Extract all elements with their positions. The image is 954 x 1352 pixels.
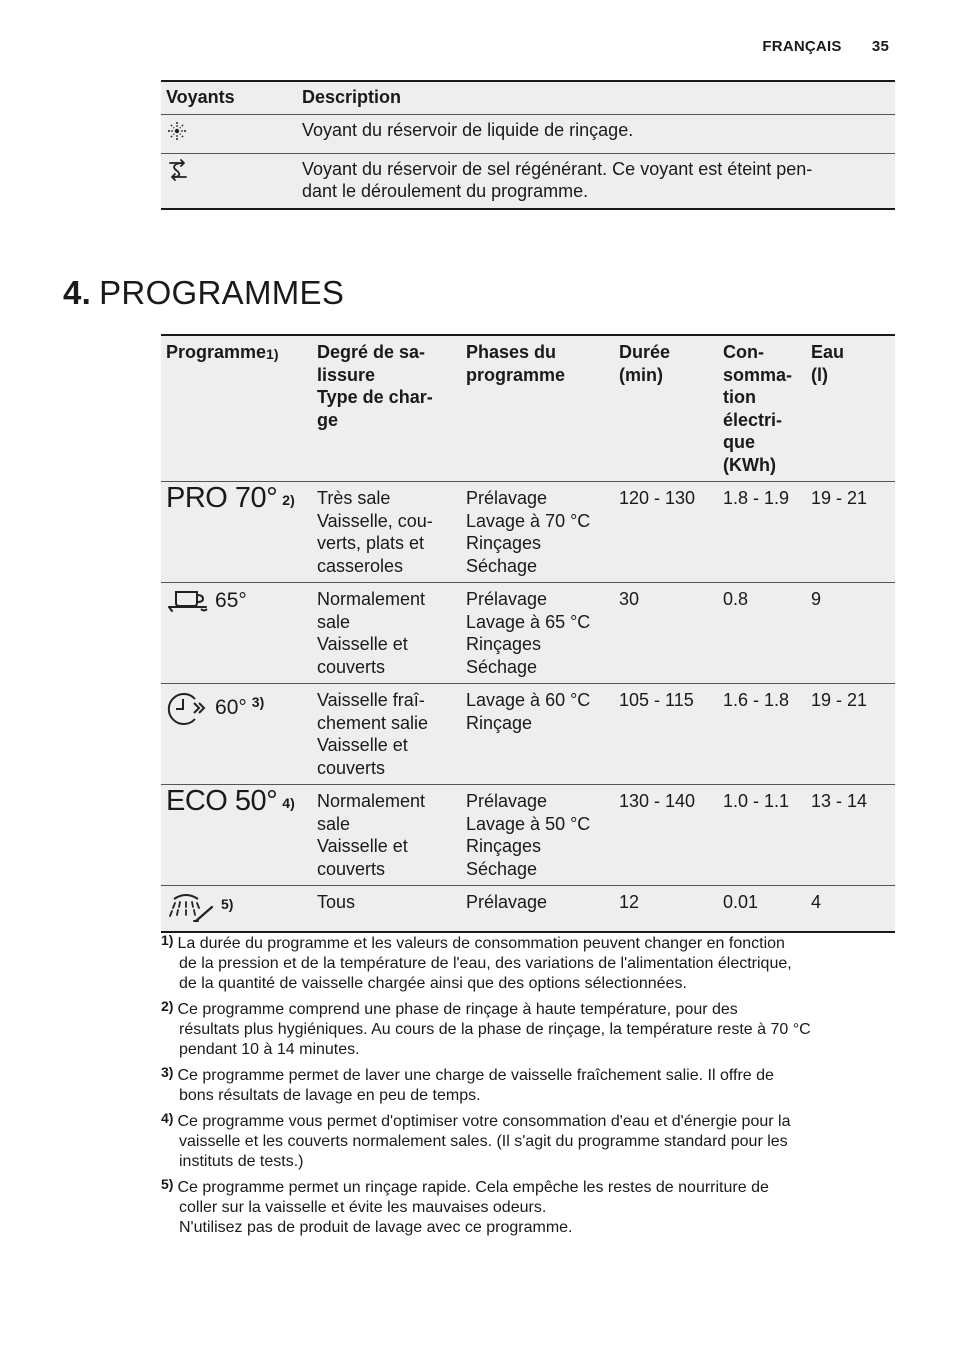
programme-name: 65°	[215, 588, 247, 612]
page-number: 35	[871, 38, 889, 55]
energy-cell: 1.0 - 1.1	[718, 785, 806, 886]
col-duration: Durée (min)	[614, 335, 718, 482]
quick-clock-icon	[166, 698, 215, 718]
programme-cell	[161, 583, 312, 684]
footnote-number: 1)	[161, 932, 174, 948]
footnote	[161, 1112, 901, 1172]
phases-cell: Prélavage	[461, 886, 614, 933]
water-cell: 19 - 21	[806, 684, 895, 785]
programme-name: ECO 50°	[166, 785, 278, 817]
glass-cup-icon	[166, 591, 215, 611]
indicators-header-row	[161, 81, 895, 115]
phases-cell: Prélavage Lavage à 50 °C Rinçages Séchage	[461, 785, 614, 886]
language-label: FRANÇAIS	[762, 38, 842, 55]
water-cell: 4	[806, 886, 895, 933]
energy-cell: 1.8 - 1.9	[718, 482, 806, 583]
indicators-col-description: Description	[297, 81, 895, 115]
col-programme-label: Programme	[166, 342, 267, 362]
degree-cell: Tous	[312, 886, 461, 933]
table-row	[161, 115, 895, 154]
table-row	[161, 482, 895, 583]
indicators-table	[161, 80, 895, 210]
footnote-text: Ce programme vous permet d'optimiser votre consommation d'eau et d'énergie pour la vaisselle et les couverts normalement sales. (Il s'agit du programme standard pour les instituts de tests.)	[177, 1113, 791, 1170]
energy-cell: 0.01	[718, 886, 806, 933]
footnote-ref: 3)	[251, 694, 265, 710]
duration-cell: 30	[614, 583, 718, 684]
phases-cell: Prélavage Lavage à 70 °C Rinçages Séchage	[461, 482, 614, 583]
footnote	[161, 1000, 901, 1060]
footnote-number: 2)	[161, 998, 174, 1014]
footnote-number: 3)	[161, 1064, 174, 1080]
indicator-description: Voyant du réservoir de liquide de rinçage.	[297, 115, 895, 154]
phases-cell: Prélavage Lavage à 65 °C Rinçages Séchage	[461, 583, 614, 684]
table-row	[161, 785, 895, 886]
indicators-col-voyants: Voyants	[161, 81, 297, 115]
duration-cell: 130 - 140	[614, 785, 718, 886]
footnote-number: 4)	[161, 1110, 174, 1126]
footnote	[161, 934, 901, 994]
table-row	[161, 154, 895, 210]
page-header	[762, 38, 889, 55]
footnote-ref: 4)	[282, 795, 295, 811]
programme-cell	[161, 684, 312, 785]
energy-cell: 0.8	[718, 583, 806, 684]
footnote-ref: 2)	[282, 492, 295, 508]
programme-name: PRO 70°	[166, 482, 278, 514]
table-row	[161, 583, 895, 684]
indicator-description: Voyant du réservoir de sel régénérant. Ce voyant est éteint pen- dant le déroulement du programme.	[297, 154, 895, 210]
programme-cell	[161, 886, 312, 933]
footnote-text: Ce programme comprend une phase de rinçage à haute température, pour des résultats plus hygiéniques. Au cours de la phase de rinçage, la température reste à 70 °C pendant 10 à 14 minutes.	[177, 1001, 811, 1058]
programmes-table	[161, 334, 895, 933]
indicator-icon-cell	[161, 115, 297, 154]
duration-cell: 105 - 115	[614, 684, 718, 785]
col-water: Eau (l)	[806, 335, 895, 482]
water-cell: 9	[806, 583, 895, 684]
programme-cell	[161, 482, 312, 583]
degree-cell: Normalement sale Vaisselle et couverts	[312, 583, 461, 684]
salt-indicator-icon	[166, 159, 190, 179]
degree-cell: Très sale Vaisselle, cou- verts, plats et casseroles	[312, 482, 461, 583]
footnote-text: Ce programme permet un rinçage rapide. Cela empêche les restes de nourriture de coller sur la vaisselle et évite les mauvaises odeurs. N'utilisez pas de produit de lavage avec ce programme.	[177, 1179, 769, 1236]
phases-cell: Lavage à 60 °C Rinçage	[461, 684, 614, 785]
footnote-text: La durée du programme et les valeurs de consommation peuvent changer en fonction de la pression et de la température de l'eau, des variations de l'alimentation électrique, de la quantité de vaisselle chargée ainsi que des options sélectionnées.	[177, 935, 792, 992]
duration-cell: 12	[614, 886, 718, 933]
energy-cell: 1.6 - 1.8	[718, 684, 806, 785]
water-cell: 19 - 21	[806, 482, 895, 583]
footnote-text: Ce programme permet de laver une charge de vaisselle fraîchement salie. Il offre de bons résultats de lavage en peu de temps.	[177, 1067, 774, 1104]
footnote	[161, 1178, 901, 1238]
programme-name: 60°	[215, 695, 247, 719]
footnote-ref: 5)	[221, 896, 234, 912]
section-title	[63, 274, 344, 312]
section-number: 4.	[63, 274, 92, 311]
indicator-icon-cell	[161, 154, 297, 210]
programmes-header-row	[161, 335, 895, 482]
footnote	[161, 1066, 901, 1106]
section-title-text: PROGRAMMES	[99, 274, 345, 311]
table-row	[161, 886, 895, 933]
footnotes	[161, 934, 901, 1244]
col-phases: Phases du programme	[461, 335, 614, 482]
col-programme	[161, 335, 312, 482]
col-degree: Degré de sa- lissure Type de char- ge	[312, 335, 461, 482]
duration-cell: 120 - 130	[614, 482, 718, 583]
programme-cell	[161, 785, 312, 886]
prewash-shower-icon	[166, 897, 221, 917]
degree-cell: Normalement sale Vaisselle et couverts	[312, 785, 461, 886]
col-consumption: Con- somma- tion électri- que (KWh)	[718, 335, 806, 482]
degree-cell: Vaisselle fraî- chement salie Vaisselle et couverts	[312, 684, 461, 785]
water-cell: 13 - 14	[806, 785, 895, 886]
footnote-ref: 1)	[266, 346, 279, 362]
footnote-number: 5)	[161, 1176, 174, 1192]
rinse-aid-indicator-icon	[166, 120, 188, 140]
table-row	[161, 684, 895, 785]
